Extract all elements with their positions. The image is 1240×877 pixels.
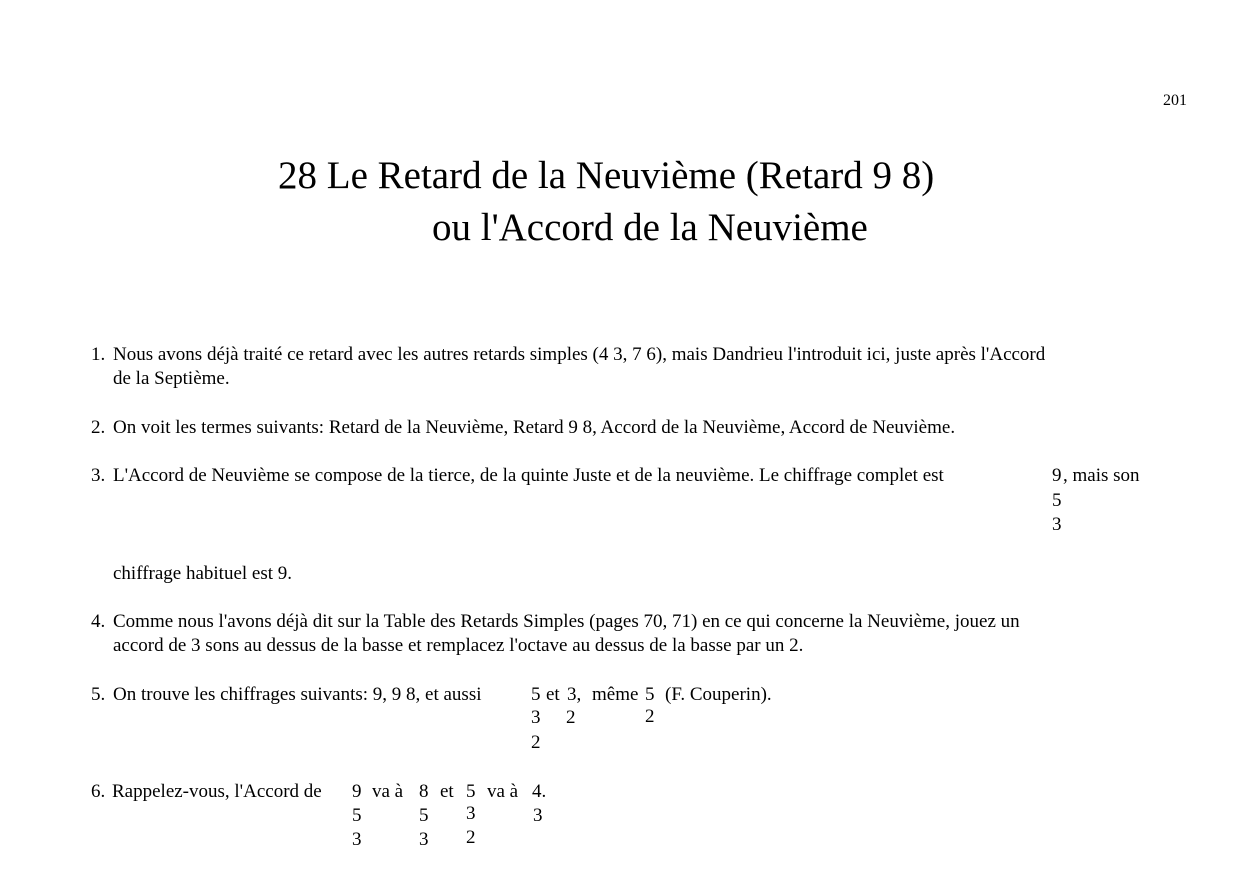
item-5-figure-c-bottom: 2 (645, 706, 655, 727)
item-6-figure-1-top: 9 (352, 781, 362, 802)
item-5-marker: 5. (91, 684, 106, 705)
item-3-figure-mid: 5 (1052, 490, 1062, 511)
item-6-figure-3-bottom: 2 (466, 827, 476, 848)
item-5-word-meme: même (592, 684, 639, 705)
item-5-tail: (F. Couperin). (665, 684, 772, 705)
item-6-figure-2-top: 8 (419, 781, 429, 802)
item-6-va-a-1: va à (372, 781, 404, 802)
chapter-title-line-2: ou l'Accord de la Neuvième (432, 206, 868, 249)
item-4-line-1: Comme nous l'avons déjà dit sur la Table des Retards Simples (pages 70, 71) en ce qui concerne la Neuvième, jouez un (113, 611, 1020, 632)
item-5-figure-b-bottom: 2 (566, 707, 576, 728)
item-5-figure-a-top: 5 (531, 684, 541, 705)
item-5-line-1: On trouve les chiffrages suivants: 9, 9 8, et aussi (113, 684, 482, 705)
item-6-marker: 6. (91, 781, 106, 802)
item-5-figure-a-bottom: 2 (531, 732, 541, 753)
item-4-line-2: accord de 3 sons au dessus de la basse et remplacez l'octave au dessus de la basse par un 2. (113, 635, 804, 656)
item-6-va-a-2: va à (487, 781, 519, 802)
item-3-figure-top: 9 (1052, 465, 1062, 486)
item-3-line-2: chiffrage habituel est 9. (113, 563, 293, 584)
item-2-line-1: On voit les termes suivants: Retard de la Neuvième, Retard 9 8, Accord de la Neuvième, Accord de Neuvième. (113, 417, 956, 438)
item-5-word-et: et (546, 684, 560, 705)
item-4-marker: 4. (91, 611, 106, 632)
item-6-word-et: et (440, 781, 454, 802)
item-3-line-1-tail: , mais son (1063, 465, 1140, 486)
item-6-figure-3-top: 5 (466, 781, 476, 802)
item-3-line-1: L'Accord de Neuvième se compose de la tierce, de la quinte Juste et de la neuvième. Le chiffrage complet est (113, 465, 944, 486)
item-6-figure-1-bottom: 3 (352, 829, 362, 850)
item-3-marker: 3. (91, 465, 106, 486)
item-5-figure-a-mid: 3 (531, 707, 541, 728)
item-1-marker: 1. (91, 344, 106, 365)
item-6-line-1: Rappelez-vous, l'Accord de (112, 781, 322, 802)
chapter-title-line-1: 28 Le Retard de la Neuvième (Retard 9 8) (278, 154, 935, 197)
item-6-figure-1-mid: 5 (352, 805, 362, 826)
item-6-figure-4-top: 4. (532, 781, 547, 802)
item-6-figure-2-mid: 5 (419, 805, 429, 826)
item-1-line-2: de la Septième. (113, 368, 230, 389)
page-number: 201 (1163, 92, 1187, 109)
item-6-figure-4-bottom: 3 (533, 805, 543, 826)
item-5-figure-b-top: 3, (567, 684, 582, 705)
item-6-figure-3-mid: 3 (466, 803, 476, 824)
item-6-figure-2-bottom: 3 (419, 829, 429, 850)
item-2-marker: 2. (91, 417, 106, 438)
item-1-line-1: Nous avons déjà traité ce retard avec les autres retards simples (4 3, 7 6), mais Dandrieu l'introduit ici, juste après l'Accord (113, 344, 1046, 365)
item-3-figure-bottom: 3 (1052, 514, 1062, 535)
item-5-figure-c-top: 5 (645, 684, 655, 705)
